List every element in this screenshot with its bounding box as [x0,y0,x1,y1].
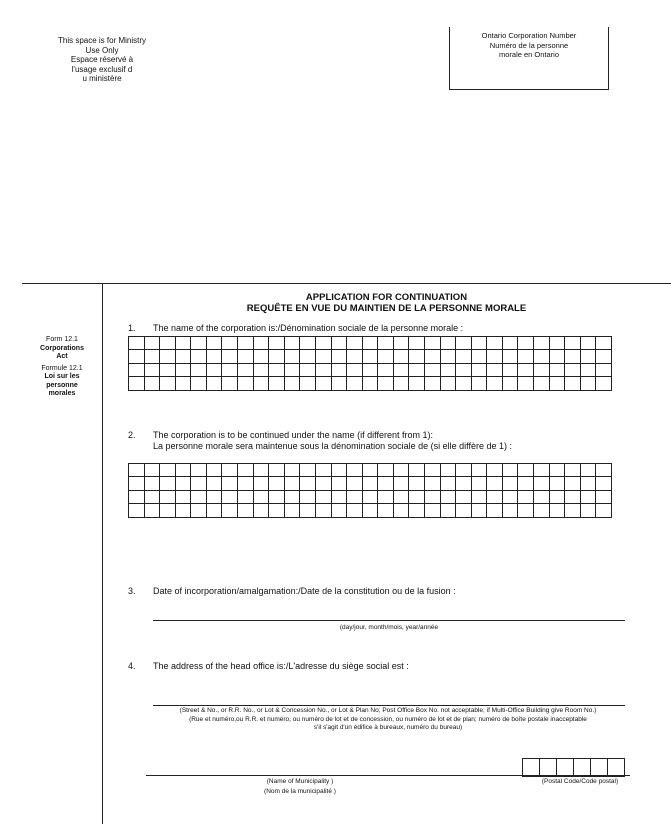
letter-cell[interactable] [207,477,223,490]
postal-code-cell[interactable] [591,759,608,776]
q2-number: 2. [128,430,136,440]
q1-label: The name of the corporation is:/Dénomination sociale de la personne morale : [153,323,464,333]
letter-cell[interactable] [285,464,301,477]
letter-cell[interactable] [456,504,472,517]
letter-cell[interactable] [581,491,597,504]
letter-cell[interactable] [269,337,285,350]
letter-cell[interactable] [534,337,550,350]
form-title-en: APPLICATION FOR CONTINUATION [305,292,468,303]
letter-cell[interactable] [394,477,410,490]
letter-cell[interactable] [503,377,519,390]
letter-cell[interactable] [285,477,301,490]
postal-code-cell[interactable] [523,759,540,776]
q4-label: The address of the head office is:/L'adresse du siège social est : [153,661,409,671]
letter-cell[interactable] [596,491,612,504]
letter-cell[interactable] [596,350,612,363]
letter-cell[interactable] [441,350,457,363]
q4-number: 4. [128,661,136,671]
letter-cell[interactable] [503,504,519,517]
date-format-caption: (day/jour, month/mois, year/année [339,624,439,631]
letter-cell[interactable] [191,491,207,504]
letter-cell[interactable] [347,364,363,377]
postal-code-caption: (Postal Code/Code postal) [541,778,619,785]
letter-cell[interactable] [300,350,316,363]
letter-cell[interactable] [425,477,441,490]
letter-cell[interactable] [472,491,488,504]
letter-cell[interactable] [254,504,270,517]
municipality-caption-en: (Name of Municipality ) [266,778,334,785]
letter-cell[interactable] [596,477,612,490]
letter-cell[interactable] [129,377,145,390]
letter-cell[interactable] [254,364,270,377]
letter-cell[interactable] [316,477,332,490]
letter-cell[interactable] [472,464,488,477]
letter-cell[interactable] [176,364,192,377]
letter-cell[interactable] [581,464,597,477]
letter-cell[interactable] [394,504,410,517]
letter-cell[interactable] [503,350,519,363]
letter-cell[interactable] [472,477,488,490]
letter-cell[interactable] [565,464,581,477]
letter-cell[interactable] [596,464,612,477]
letter-cell[interactable] [300,504,316,517]
letter-cell[interactable] [347,464,363,477]
letter-cell[interactable] [332,504,348,517]
continued-name-grid[interactable] [128,463,612,518]
letter-cell[interactable] [472,364,488,377]
letter-cell[interactable] [503,364,519,377]
letter-cell[interactable] [285,364,301,377]
letter-cell[interactable] [394,350,410,363]
letter-cell[interactable] [300,337,316,350]
letter-cell[interactable] [145,464,161,477]
letter-cell[interactable] [581,364,597,377]
letter-cell[interactable] [238,504,254,517]
letter-cell[interactable] [207,464,223,477]
letter-cell[interactable] [238,350,254,363]
letter-cell[interactable] [191,377,207,390]
address-caption: (Street & No., or R.R. No., or Lot & Concession No., or Lot & Plan No; Post Office Box No. not acceptable; if Multi-Office Building give Room No.) (Rue et numéro,ou R.R. et numéro, ou numéro de lot et de concession, ou numéro de lot et de plan; numéro de boîte postale inacceptable s'il s'agit d'un édifice à bureaux, numéro du bureau) [179,707,597,731]
letter-cell[interactable] [565,350,581,363]
letter-cell[interactable] [316,504,332,517]
letter-cell[interactable] [409,491,425,504]
letter-cell[interactable] [550,350,566,363]
letter-cell[interactable] [409,504,425,517]
letter-cell[interactable] [550,377,566,390]
letter-cell[interactable] [581,504,597,517]
letter-cell[interactable] [456,350,472,363]
letter-cell[interactable] [207,377,223,390]
letter-cell[interactable] [176,464,192,477]
letter-cell[interactable] [222,477,238,490]
letter-cell[interactable] [425,350,441,363]
letter-cell[interactable] [565,491,581,504]
letter-cell[interactable] [191,477,207,490]
letter-cell[interactable] [378,464,394,477]
letter-cell[interactable] [176,377,192,390]
letter-cell[interactable] [409,364,425,377]
letter-cell[interactable] [456,337,472,350]
letter-cell[interactable] [409,337,425,350]
letter-cell[interactable] [300,464,316,477]
letter-cell[interactable] [176,337,192,350]
letter-cell[interactable] [550,477,566,490]
letter-cell[interactable] [518,504,534,517]
letter-cell[interactable] [378,377,394,390]
letter-cell[interactable] [363,491,379,504]
postal-code-cell[interactable] [608,759,624,776]
letter-cell[interactable] [550,464,566,477]
letter-cell[interactable] [518,464,534,477]
letter-cell[interactable] [518,337,534,350]
ministry-line-2: Use Only [85,45,119,55]
postal-code-cell[interactable] [557,759,574,776]
letter-cell[interactable] [472,350,488,363]
letter-cell[interactable] [145,350,161,363]
letter-cell[interactable] [550,504,566,517]
letter-cell[interactable] [269,464,285,477]
letter-cell[interactable] [269,350,285,363]
letter-cell[interactable] [269,504,285,517]
form-identifier: Form 12.1 Corporations Act Formule 12.1 Loi sur les personne morales [40,336,84,397]
letter-cell[interactable] [222,377,238,390]
letter-cell[interactable] [254,350,270,363]
letter-cell[interactable] [518,477,534,490]
letter-cell[interactable] [347,377,363,390]
letter-cell[interactable] [441,337,457,350]
ministry-line-5: u ministère [82,74,122,83]
ministry-use-notice [52,36,152,84]
letter-cell[interactable] [550,491,566,504]
letter-cell[interactable] [409,477,425,490]
letter-cell[interactable] [191,337,207,350]
letter-cell[interactable] [316,464,332,477]
letter-cell[interactable] [269,377,285,390]
letter-cell[interactable] [581,337,597,350]
letter-cell[interactable] [363,504,379,517]
postal-code-line [518,775,630,776]
letter-cell[interactable] [316,364,332,377]
letter-cell[interactable] [222,504,238,517]
letter-cell[interactable] [129,337,145,350]
letter-cell[interactable] [160,491,176,504]
letter-cell[interactable] [534,491,550,504]
letter-cell[interactable] [596,377,612,390]
municipality-caption-fr: (Nom de la municipalité ) [264,788,336,795]
letter-cell[interactable] [378,491,394,504]
letter-cell[interactable] [176,491,192,504]
letter-cell[interactable] [425,504,441,517]
letter-cell[interactable] [565,364,581,377]
letter-cell[interactable] [394,364,410,377]
letter-cell[interactable] [518,377,534,390]
letter-cell[interactable] [347,504,363,517]
letter-cell[interactable] [145,377,161,390]
letter-cell[interactable] [222,464,238,477]
letter-cell[interactable] [394,377,410,390]
letter-cell[interactable] [534,364,550,377]
letter-cell[interactable] [207,504,223,517]
letter-cell[interactable] [176,477,192,490]
letter-cell[interactable] [441,364,457,377]
corporation-number-box[interactable] [449,27,609,90]
letter-cell[interactable] [332,491,348,504]
letter-cell[interactable] [565,477,581,490]
corporation-name-grid[interactable] [128,336,612,391]
letter-cell[interactable] [160,377,176,390]
letter-cell[interactable] [254,377,270,390]
letter-cell[interactable] [565,377,581,390]
letter-cell[interactable] [129,464,145,477]
letter-cell[interactable] [503,491,519,504]
letter-cell[interactable] [129,364,145,377]
postal-code-cell[interactable] [540,759,557,776]
letter-cell[interactable] [425,364,441,377]
letter-cell[interactable] [487,350,503,363]
letter-cell[interactable] [238,377,254,390]
postal-code-cell[interactable] [574,759,591,776]
letter-cell[interactable] [503,337,519,350]
letter-cell[interactable] [441,504,457,517]
letter-cell[interactable] [363,364,379,377]
letter-cell[interactable] [378,337,394,350]
letter-cell[interactable] [503,477,519,490]
letter-cell[interactable] [316,377,332,390]
letter-cell[interactable] [254,464,270,477]
letter-cell[interactable] [300,377,316,390]
letter-cell[interactable] [378,477,394,490]
letter-cell[interactable] [534,464,550,477]
letter-cell[interactable] [487,504,503,517]
form-title [102,292,671,314]
letter-cell[interactable] [332,477,348,490]
letter-cell[interactable] [238,491,254,504]
letter-cell[interactable] [145,364,161,377]
letter-cell[interactable] [596,364,612,377]
q2-label: The corporation is to be continued under the name (if different from 1): La personne morale sera maintenue sous la dénomination sociale de (si elle diffère de 1) : [153,430,513,451]
letter-cell[interactable] [347,491,363,504]
letter-cell[interactable] [363,464,379,477]
letter-cell[interactable] [269,491,285,504]
letter-cell[interactable] [269,364,285,377]
letter-cell[interactable] [363,477,379,490]
letter-cell[interactable] [394,337,410,350]
letter-cell[interactable] [300,491,316,504]
letter-cell[interactable] [300,477,316,490]
letter-cell[interactable] [565,504,581,517]
letter-cell[interactable] [425,337,441,350]
letter-cell[interactable] [145,504,161,517]
letter-cell[interactable] [222,337,238,350]
letter-cell[interactable] [222,364,238,377]
letter-cell[interactable] [207,350,223,363]
q3-label: Date of incorporation/amalgamation:/Date de la constitution ou de la fusion : [153,586,456,596]
letter-cell[interactable] [409,350,425,363]
q1-number: 1. [128,323,136,333]
letter-cell[interactable] [378,364,394,377]
letter-cell[interactable] [596,337,612,350]
side-column-divider [102,283,103,824]
letter-cell[interactable] [285,377,301,390]
street-address-line[interactable] [153,705,625,706]
letter-cell[interactable] [550,364,566,377]
letter-cell[interactable] [285,337,301,350]
letter-cell[interactable] [487,464,503,477]
letter-cell[interactable] [145,337,161,350]
letter-cell[interactable] [238,477,254,490]
letter-cell[interactable] [487,477,503,490]
letter-cell[interactable] [518,350,534,363]
letter-cell[interactable] [222,491,238,504]
letter-cell[interactable] [191,464,207,477]
letter-cell[interactable] [394,464,410,477]
letter-cell[interactable] [347,350,363,363]
letter-cell[interactable] [534,377,550,390]
q3-number: 3. [128,586,136,596]
letter-cell[interactable] [285,350,301,363]
letter-cell[interactable] [534,477,550,490]
letter-cell[interactable] [487,491,503,504]
letter-cell[interactable] [145,477,161,490]
letter-cell[interactable] [456,364,472,377]
ministry-line-4: l'usage exclusif d [71,64,133,74]
letter-cell[interactable] [145,491,161,504]
incorporation-date-line[interactable] [153,620,625,621]
letter-cell[interactable] [160,464,176,477]
letter-cell[interactable] [441,377,457,390]
letter-cell[interactable] [425,377,441,390]
letter-cell[interactable] [581,477,597,490]
letter-cell[interactable] [238,464,254,477]
letter-cell[interactable] [409,377,425,390]
letter-cell[interactable] [441,464,457,477]
letter-cell[interactable] [207,337,223,350]
letter-cell[interactable] [441,491,457,504]
letter-cell[interactable] [487,364,503,377]
letter-cell[interactable] [534,504,550,517]
letter-cell[interactable] [456,464,472,477]
letter-cell[interactable] [191,504,207,517]
letter-cell[interactable] [518,364,534,377]
letter-cell[interactable] [487,337,503,350]
letter-cell[interactable] [285,491,301,504]
letter-cell[interactable] [316,491,332,504]
letter-cell[interactable] [254,477,270,490]
letter-cell[interactable] [160,350,176,363]
letter-cell[interactable] [581,350,597,363]
letter-cell[interactable] [456,377,472,390]
letter-cell[interactable] [363,337,379,350]
ministry-line-3: Espace réservé à [70,55,134,64]
letter-cell[interactable] [550,337,566,350]
corporation-number-label: Ontario Corporation Number Numéro de la personne morale en Ontario [481,31,577,59]
letter-cell[interactable] [129,504,145,517]
letter-cell[interactable] [191,364,207,377]
letter-cell[interactable] [378,504,394,517]
letter-cell[interactable] [347,477,363,490]
letter-cell[interactable] [238,364,254,377]
letter-cell[interactable] [472,504,488,517]
letter-cell[interactable] [394,491,410,504]
letter-cell[interactable] [332,364,348,377]
letter-cell[interactable] [129,491,145,504]
letter-cell[interactable] [378,350,394,363]
letter-cell[interactable] [222,350,238,363]
letter-cell[interactable] [285,504,301,517]
letter-cell[interactable] [254,337,270,350]
form-title-fr: REQUÊTE EN VUE DU MAINTIEN DE LA PERSONNE MORALE [246,303,527,314]
letter-cell[interactable] [160,337,176,350]
letter-cell[interactable] [441,477,457,490]
letter-cell[interactable] [176,350,192,363]
letter-cell[interactable] [581,377,597,390]
letter-cell[interactable] [332,337,348,350]
letter-cell[interactable] [409,464,425,477]
letter-cell[interactable] [332,377,348,390]
letter-cell[interactable] [160,364,176,377]
letter-cell[interactable] [534,350,550,363]
letter-cell[interactable] [160,504,176,517]
letter-cell[interactable] [191,350,207,363]
letter-cell[interactable] [503,464,519,477]
letter-cell[interactable] [300,364,316,377]
letter-cell[interactable] [332,350,348,363]
letter-cell[interactable] [363,377,379,390]
letter-cell[interactable] [129,477,145,490]
letter-cell[interactable] [332,464,348,477]
letter-cell[interactable] [316,337,332,350]
letter-cell[interactable] [596,504,612,517]
municipality-line[interactable] [146,775,518,776]
letter-cell[interactable] [472,377,488,390]
letter-cell[interactable] [456,477,472,490]
letter-cell[interactable] [254,491,270,504]
letter-cell[interactable] [238,337,254,350]
letter-cell[interactable] [487,377,503,390]
section-divider [22,283,671,284]
letter-cell[interactable] [176,504,192,517]
letter-cell[interactable] [565,337,581,350]
letter-cell[interactable] [472,337,488,350]
letter-cell[interactable] [425,464,441,477]
letter-cell[interactable] [425,491,441,504]
letter-cell[interactable] [347,337,363,350]
letter-cell[interactable] [518,491,534,504]
letter-cell[interactable] [129,350,145,363]
letter-cell[interactable] [207,364,223,377]
letter-cell[interactable] [207,491,223,504]
ministry-line-1: This space is for Ministry [57,36,147,45]
letter-cell[interactable] [269,477,285,490]
letter-cell[interactable] [316,350,332,363]
letter-cell[interactable] [363,350,379,363]
letter-cell[interactable] [160,477,176,490]
letter-cell[interactable] [456,491,472,504]
